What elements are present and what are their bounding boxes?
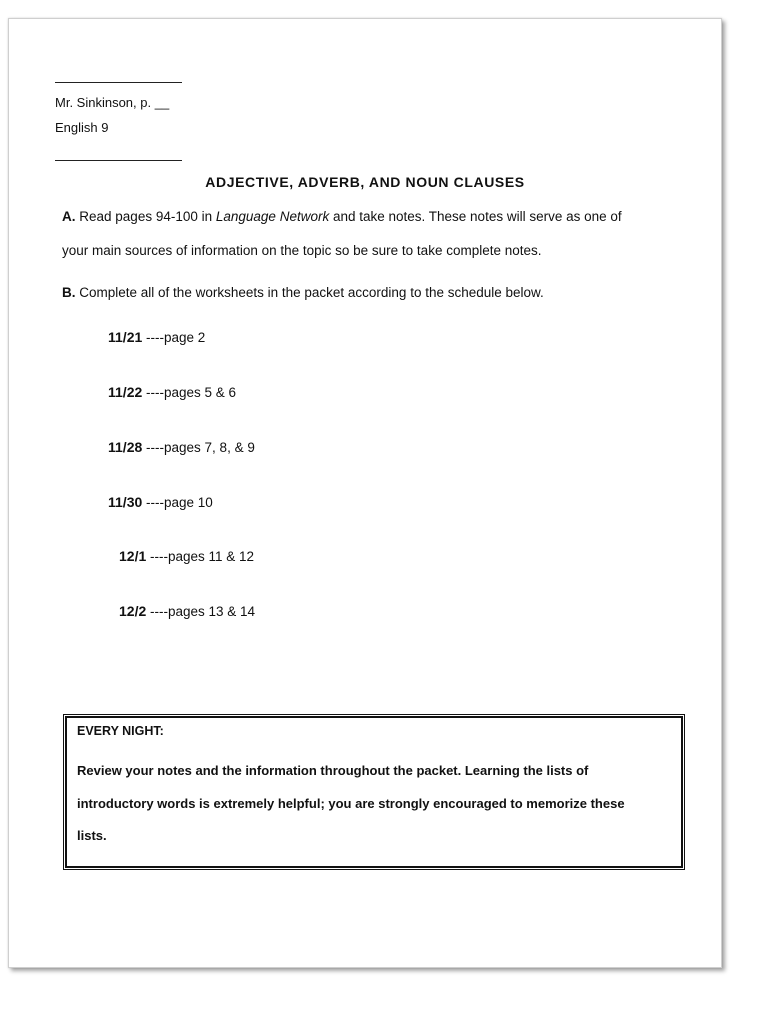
document-page	[8, 18, 722, 968]
every-night-line: introductory words is extremely helpful; you are strongly encouraged to memorize these	[77, 796, 625, 811]
every-night-heading: EVERY NIGHT:	[77, 724, 164, 738]
schedule-pages: ----pages 11 & 12	[150, 549, 255, 564]
section-b-text: Complete all of the worksheets in the packet according to the schedule below.	[79, 285, 544, 300]
schedule-item	[108, 494, 213, 510]
schedule-date: 12/1	[119, 548, 147, 564]
section-a-text-after: and take notes. These notes will serve as one of	[329, 209, 622, 224]
schedule-pages: ----page 10	[146, 495, 213, 510]
schedule-item	[108, 329, 205, 345]
schedule-pages: ----page 2	[146, 330, 206, 345]
schedule-item	[108, 439, 255, 455]
section-b-marker: B.	[62, 285, 76, 300]
schedule-item	[119, 548, 254, 564]
schedule-date: 12/2	[119, 603, 147, 619]
schedule-pages: ----pages 13 & 14	[150, 604, 256, 619]
schedule-pages: ----pages 7, 8, & 9	[146, 440, 255, 455]
schedule-date: 11/22	[108, 384, 143, 400]
section-b-line	[62, 285, 544, 300]
every-night-line: Review your notes and the information throughout the packet. Learning the lists of	[77, 763, 589, 778]
schedule-date: 11/30	[108, 494, 143, 510]
section-a-line-1	[62, 209, 622, 224]
blank-line-date	[55, 160, 182, 161]
book-title: Language Network	[215, 209, 330, 224]
blank-line-top	[55, 82, 182, 83]
page-title: ADJECTIVE, ADVERB, AND NOUN CLAUSES	[205, 174, 525, 190]
section-a-marker: A.	[62, 209, 76, 224]
schedule-date: 11/28	[108, 439, 143, 455]
schedule-item	[119, 603, 255, 619]
class-name: English 9	[55, 120, 109, 135]
every-night-box	[65, 716, 683, 868]
schedule-item	[108, 384, 236, 400]
schedule-pages: ----pages 5 & 6	[146, 385, 237, 400]
teacher-period-line: Mr. Sinkinson, p. __	[55, 95, 170, 110]
every-night-line: lists.	[77, 828, 107, 843]
section-a-text-before: Read pages 94-100 in	[79, 209, 216, 224]
section-a-line-2: your main sources of information on the topic so be sure to take complete notes.	[62, 243, 542, 258]
schedule-date: 11/21	[108, 329, 143, 345]
